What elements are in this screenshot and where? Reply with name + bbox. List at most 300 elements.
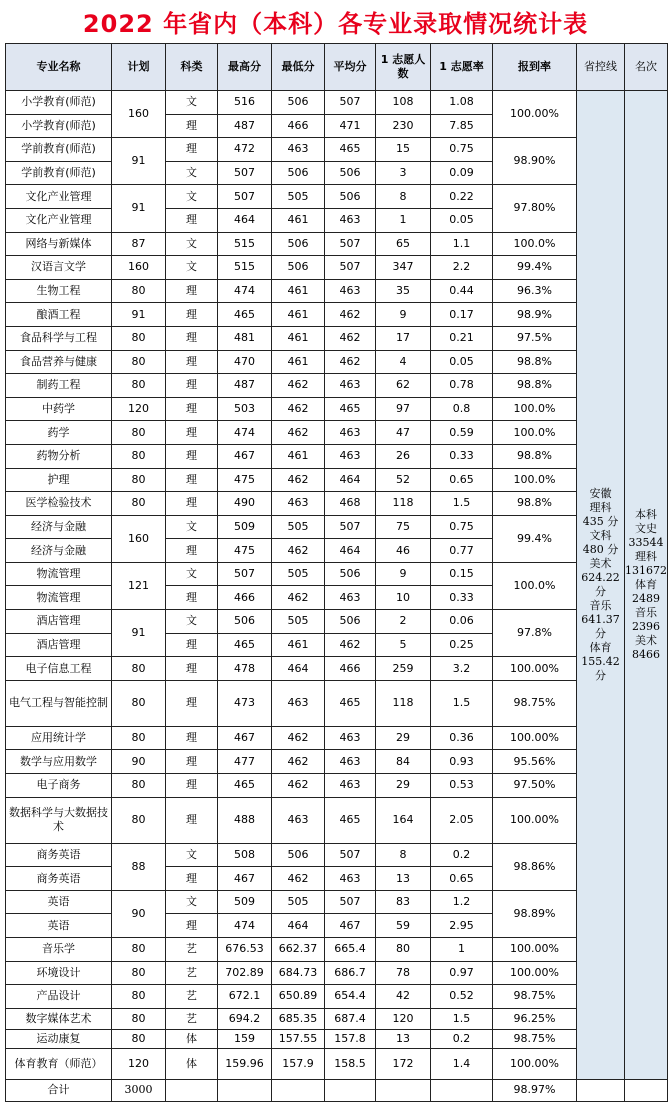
first-choice-rate-cell: 1.2 [431,890,493,914]
table-row [6,961,668,985]
max-score-cell: 477 [218,750,272,774]
table-row [6,750,668,774]
header-row [6,44,668,91]
min-score-cell: 462 [272,750,325,774]
track-cell: 理 [166,726,218,750]
report-rate-cell: 95.56% [493,750,577,774]
min-score-cell: 157.9 [272,1048,325,1079]
first-choice-rate-cell: 0.59 [431,421,493,445]
first-choice-rate-cell: 2.2 [431,256,493,280]
min-score-cell: 462 [272,539,325,563]
avg-score-cell: 462 [325,326,376,350]
plan-cell: 91 [112,185,166,232]
report-rate-cell: 100.00% [493,726,577,750]
max-score-cell: 159.96 [218,1048,272,1079]
track-cell: 文 [166,91,218,115]
major-name-cell: 药物分析 [6,444,112,468]
major-name-cell: 酒店管理 [6,610,112,634]
avg-score-cell: 507 [325,232,376,256]
max-score-cell: 472 [218,138,272,162]
plan-cell: 90 [112,750,166,774]
header-report-rate: 报到率 [493,44,577,91]
max-score-cell: 465 [218,774,272,798]
rank-text: 体育 [635,577,657,591]
first-choice-count-cell: 15 [376,138,431,162]
table-row [6,468,668,492]
province-line-text: 文科 [589,528,612,542]
max-score-cell: 467 [218,867,272,891]
avg-score-cell: 463 [325,421,376,445]
plan-cell: 80 [112,1008,166,1029]
first-choice-count-cell: 78 [376,961,431,985]
min-score-cell: 463 [272,492,325,516]
first-choice-rate-cell: 0.93 [431,750,493,774]
plan-cell: 160 [112,91,166,138]
plan-cell: 91 [112,138,166,185]
table-row [6,185,668,209]
min-score-cell: 506 [272,161,325,185]
report-rate-cell: 98.86% [493,843,577,890]
first-choice-rate-cell: 2.95 [431,914,493,938]
plan-cell: 80 [112,1029,166,1048]
report-rate-cell: 97.50% [493,774,577,798]
major-name-cell: 商务英语 [6,867,112,891]
first-choice-rate-cell: 1.5 [431,1008,493,1029]
table-row [6,843,668,867]
total-row [6,1079,668,1101]
track-cell: 理 [166,657,218,681]
table-row [6,444,668,468]
empty-cell [218,1079,272,1101]
max-score-cell: 467 [218,444,272,468]
track-cell: 理 [166,680,218,726]
plan-cell: 80 [112,774,166,798]
report-rate-cell: 99.4% [493,515,577,562]
table-row [6,1008,668,1029]
major-name-cell: 医学检验技术 [6,492,112,516]
rank-text: 2489 [632,591,660,605]
header-max: 最高分 [218,44,272,91]
track-cell: 理 [166,326,218,350]
plan-cell: 91 [112,303,166,327]
first-choice-count-cell: 83 [376,890,431,914]
first-choice-count-cell: 65 [376,232,431,256]
plan-cell: 80 [112,985,166,1009]
table-row [6,256,668,280]
avg-score-cell: 463 [325,726,376,750]
avg-score-cell: 507 [325,91,376,115]
rank-text: 文史 [635,521,657,535]
report-rate-cell: 100.00% [493,1048,577,1079]
first-choice-count-cell: 52 [376,468,431,492]
min-score-cell: 464 [272,657,325,681]
province-line-text: 体育 [589,640,612,654]
province-line-text: 音乐 [589,598,612,612]
first-choice-count-cell: 8 [376,185,431,209]
min-score-cell: 462 [272,774,325,798]
avg-score-cell: 157.8 [325,1029,376,1048]
min-score-cell: 461 [272,279,325,303]
min-score-cell: 466 [272,114,325,138]
rank-text: 美术 [635,633,657,647]
min-score-cell: 461 [272,208,325,232]
avg-score-cell: 467 [325,914,376,938]
first-choice-count-cell: 259 [376,657,431,681]
major-name-cell: 护理 [6,468,112,492]
plan-cell: 87 [112,232,166,256]
plan-cell: 80 [112,797,166,843]
table-row [6,515,668,539]
report-rate-cell: 100.00% [493,91,577,138]
first-choice-rate-cell: 0.78 [431,374,493,398]
table-row [6,421,668,445]
min-score-cell: 684.73 [272,961,325,985]
report-rate-cell: 99.4% [493,256,577,280]
report-rate-cell: 97.8% [493,610,577,657]
plan-cell: 91 [112,610,166,657]
first-choice-rate-cell: 1.5 [431,680,493,726]
min-score-cell: 506 [272,843,325,867]
avg-score-cell: 158.5 [325,1048,376,1079]
total-label: 合计 [6,1079,112,1101]
track-cell: 艺 [166,961,218,985]
min-score-cell: 462 [272,726,325,750]
major-name-cell: 电气工程与智能控制 [6,680,112,726]
empty-cell [376,1079,431,1101]
header-plan: 计划 [112,44,166,91]
empty-cell [272,1079,325,1101]
min-score-cell: 685.35 [272,1008,325,1029]
first-choice-count-cell: 2 [376,610,431,634]
major-name-cell: 数学与应用数学 [6,750,112,774]
avg-score-cell: 463 [325,374,376,398]
plan-cell: 80 [112,938,166,962]
report-rate-cell: 97.80% [493,185,577,232]
avg-score-cell: 507 [325,515,376,539]
major-name-cell: 数字媒体艺术 [6,1008,112,1029]
major-name-cell: 产品设计 [6,985,112,1009]
table-row [6,279,668,303]
avg-score-cell: 464 [325,539,376,563]
max-score-cell: 473 [218,680,272,726]
first-choice-rate-cell: 0.2 [431,843,493,867]
first-choice-rate-cell: 0.8 [431,397,493,421]
plan-cell: 121 [112,562,166,609]
major-name-cell: 生物工程 [6,279,112,303]
avg-score-cell: 506 [325,610,376,634]
table-row [6,232,668,256]
first-choice-count-cell: 164 [376,797,431,843]
major-name-cell: 英语 [6,914,112,938]
rank-text: 33544 [628,535,664,549]
major-name-cell: 文化产业管理 [6,208,112,232]
major-name-cell: 汉语言文学 [6,256,112,280]
avg-score-cell: 463 [325,750,376,774]
track-cell: 文 [166,161,218,185]
track-cell: 理 [166,397,218,421]
province-line-text: 理科 [589,500,612,514]
track-cell: 文 [166,232,218,256]
major-name-cell: 运动康复 [6,1029,112,1048]
max-score-cell: 509 [218,890,272,914]
plan-cell: 80 [112,961,166,985]
table-row [6,91,668,115]
min-score-cell: 461 [272,350,325,374]
avg-score-cell: 665.4 [325,938,376,962]
first-choice-count-cell: 10 [376,586,431,610]
first-choice-count-cell: 5 [376,633,431,657]
first-choice-count-cell: 118 [376,492,431,516]
track-cell: 理 [166,208,218,232]
first-choice-rate-cell: 0.21 [431,326,493,350]
max-score-cell: 465 [218,633,272,657]
first-choice-count-cell: 47 [376,421,431,445]
major-name-cell: 环境设计 [6,961,112,985]
table-row [6,562,668,586]
min-score-cell: 662.37 [272,938,325,962]
avg-score-cell: 462 [325,633,376,657]
first-choice-rate-cell: 0.44 [431,279,493,303]
plan-cell: 90 [112,890,166,937]
table-row [6,350,668,374]
min-score-cell: 506 [272,91,325,115]
track-cell: 理 [166,797,218,843]
major-name-cell: 物流管理 [6,586,112,610]
track-cell: 理 [166,914,218,938]
table-row [6,726,668,750]
major-name-cell: 酿酒工程 [6,303,112,327]
first-choice-count-cell: 97 [376,397,431,421]
avg-score-cell: 506 [325,161,376,185]
major-name-cell: 小学教育(师范) [6,91,112,115]
first-choice-count-cell: 9 [376,562,431,586]
min-score-cell: 462 [272,468,325,492]
plan-cell: 80 [112,350,166,374]
plan-cell: 80 [112,326,166,350]
min-score-cell: 462 [272,586,325,610]
plan-cell: 88 [112,843,166,890]
first-choice-rate-cell: 1.4 [431,1048,493,1079]
report-rate-cell: 96.25% [493,1008,577,1029]
first-choice-count-cell: 230 [376,114,431,138]
empty-cell [577,1079,625,1101]
first-choice-count-cell: 172 [376,1048,431,1079]
first-choice-rate-cell: 0.65 [431,468,493,492]
first-choice-rate-cell: 0.75 [431,138,493,162]
report-rate-cell: 96.3% [493,279,577,303]
first-choice-rate-cell: 0.53 [431,774,493,798]
track-cell: 理 [166,374,218,398]
plan-cell: 120 [112,1048,166,1079]
first-choice-count-cell: 8 [376,843,431,867]
province-line-cell [577,91,625,1080]
avg-score-cell: 687.4 [325,1008,376,1029]
rank-text: 8466 [632,647,660,661]
max-score-cell: 464 [218,208,272,232]
plan-cell: 80 [112,468,166,492]
min-score-cell: 463 [272,680,325,726]
first-choice-rate-cell: 0.17 [431,303,493,327]
first-choice-count-cell: 13 [376,867,431,891]
max-score-cell: 474 [218,914,272,938]
report-rate-cell: 98.8% [493,492,577,516]
avg-score-cell: 465 [325,797,376,843]
min-score-cell: 461 [272,326,325,350]
major-name-cell: 经济与金融 [6,515,112,539]
min-score-cell: 505 [272,515,325,539]
track-cell: 理 [166,421,218,445]
report-rate-cell: 100.0% [493,468,577,492]
first-choice-rate-cell: 0.05 [431,350,493,374]
plan-cell: 160 [112,256,166,280]
report-rate-cell: 98.90% [493,138,577,185]
table-row [6,397,668,421]
report-rate-cell: 98.89% [493,890,577,937]
header-first-rate: 1 志愿率 [431,44,493,91]
first-choice-rate-cell: 1 [431,938,493,962]
major-name-cell: 电子商务 [6,774,112,798]
min-score-cell: 461 [272,444,325,468]
avg-score-cell: 465 [325,138,376,162]
track-cell: 体 [166,1029,218,1048]
first-choice-count-cell: 26 [376,444,431,468]
major-name-cell: 制药工程 [6,374,112,398]
first-choice-rate-cell: 0.2 [431,1029,493,1048]
page-title: 2022 年省内（本科）各专业录取情况统计表 [82,10,589,38]
first-choice-rate-cell: 1.5 [431,492,493,516]
report-rate-cell: 100.00% [493,938,577,962]
first-choice-rate-cell: 0.15 [431,562,493,586]
track-cell: 理 [166,774,218,798]
max-score-cell: 478 [218,657,272,681]
max-score-cell: 672.1 [218,985,272,1009]
min-score-cell: 650.89 [272,985,325,1009]
major-name-cell: 音乐学 [6,938,112,962]
first-choice-rate-cell: 0.77 [431,539,493,563]
major-name-cell: 文化产业管理 [6,185,112,209]
province-line-text: 624.22 [581,570,620,584]
track-cell: 理 [166,303,218,327]
header-province-line: 省控线 [577,44,625,91]
plan-cell: 80 [112,726,166,750]
report-rate-cell: 98.75% [493,985,577,1009]
header-track: 科类 [166,44,218,91]
table-row [6,138,668,162]
avg-score-cell: 465 [325,397,376,421]
first-choice-count-cell: 46 [376,539,431,563]
plan-cell: 120 [112,397,166,421]
major-name-cell: 学前教育(师范) [6,138,112,162]
report-total-cell: 98.97% [493,1079,577,1101]
first-choice-rate-cell: 0.97 [431,961,493,985]
report-rate-cell: 98.75% [493,680,577,726]
min-score-cell: 462 [272,867,325,891]
avg-score-cell: 462 [325,303,376,327]
max-score-cell: 470 [218,350,272,374]
first-choice-count-cell: 17 [376,326,431,350]
track-cell: 文 [166,185,218,209]
province-line-text: 435 分 [582,514,619,528]
track-cell: 理 [166,279,218,303]
report-rate-cell: 98.9% [493,303,577,327]
max-score-cell: 702.89 [218,961,272,985]
avg-score-cell: 463 [325,774,376,798]
first-choice-count-cell: 1 [376,208,431,232]
min-score-cell: 157.55 [272,1029,325,1048]
table-row [6,1048,668,1079]
max-score-cell: 465 [218,303,272,327]
avg-score-cell: 471 [325,114,376,138]
report-rate-cell: 98.75% [493,1029,577,1048]
province-line-text: 480 分 [582,542,619,556]
major-name-cell: 经济与金融 [6,539,112,563]
track-cell: 文 [166,256,218,280]
max-score-cell: 516 [218,91,272,115]
rank-text: 2396 [632,619,660,633]
max-score-cell: 159 [218,1029,272,1048]
max-score-cell: 515 [218,256,272,280]
track-cell: 理 [166,867,218,891]
track-cell: 理 [166,444,218,468]
table-row [6,890,668,914]
min-score-cell: 462 [272,421,325,445]
track-cell: 文 [166,562,218,586]
min-score-cell: 506 [272,232,325,256]
first-choice-count-cell: 59 [376,914,431,938]
first-choice-count-cell: 84 [376,750,431,774]
major-name-cell: 食品营养与健康 [6,350,112,374]
rank-text: 131672 [625,563,667,577]
table-row [6,326,668,350]
first-choice-rate-cell: 0.33 [431,586,493,610]
first-choice-count-cell: 35 [376,279,431,303]
first-choice-count-cell: 62 [376,374,431,398]
track-cell: 艺 [166,985,218,1009]
first-choice-count-cell: 3 [376,161,431,185]
first-choice-count-cell: 29 [376,726,431,750]
max-score-cell: 506 [218,610,272,634]
track-cell: 理 [166,114,218,138]
min-score-cell: 505 [272,610,325,634]
empty-cell [325,1079,376,1101]
province-line-text: 美术 [589,556,612,570]
max-score-cell: 509 [218,515,272,539]
max-score-cell: 508 [218,843,272,867]
avg-score-cell: 506 [325,562,376,586]
plan-cell: 80 [112,492,166,516]
table-row [6,774,668,798]
plan-total-cell: 3000 [112,1079,166,1101]
track-cell: 理 [166,539,218,563]
avg-score-cell: 507 [325,890,376,914]
max-score-cell: 507 [218,161,272,185]
track-cell: 艺 [166,938,218,962]
empty-cell [431,1079,493,1101]
avg-score-cell: 654.4 [325,985,376,1009]
table-row [6,303,668,327]
major-name-cell: 酒店管理 [6,633,112,657]
first-choice-rate-cell: 0.25 [431,633,493,657]
max-score-cell: 467 [218,726,272,750]
avg-score-cell: 466 [325,657,376,681]
first-choice-rate-cell: 0.05 [431,208,493,232]
header-avg: 平均分 [325,44,376,91]
header-min: 最低分 [272,44,325,91]
avg-score-cell: 463 [325,444,376,468]
avg-score-cell: 464 [325,468,376,492]
avg-score-cell: 468 [325,492,376,516]
province-line-text: 155.42 [581,654,620,668]
